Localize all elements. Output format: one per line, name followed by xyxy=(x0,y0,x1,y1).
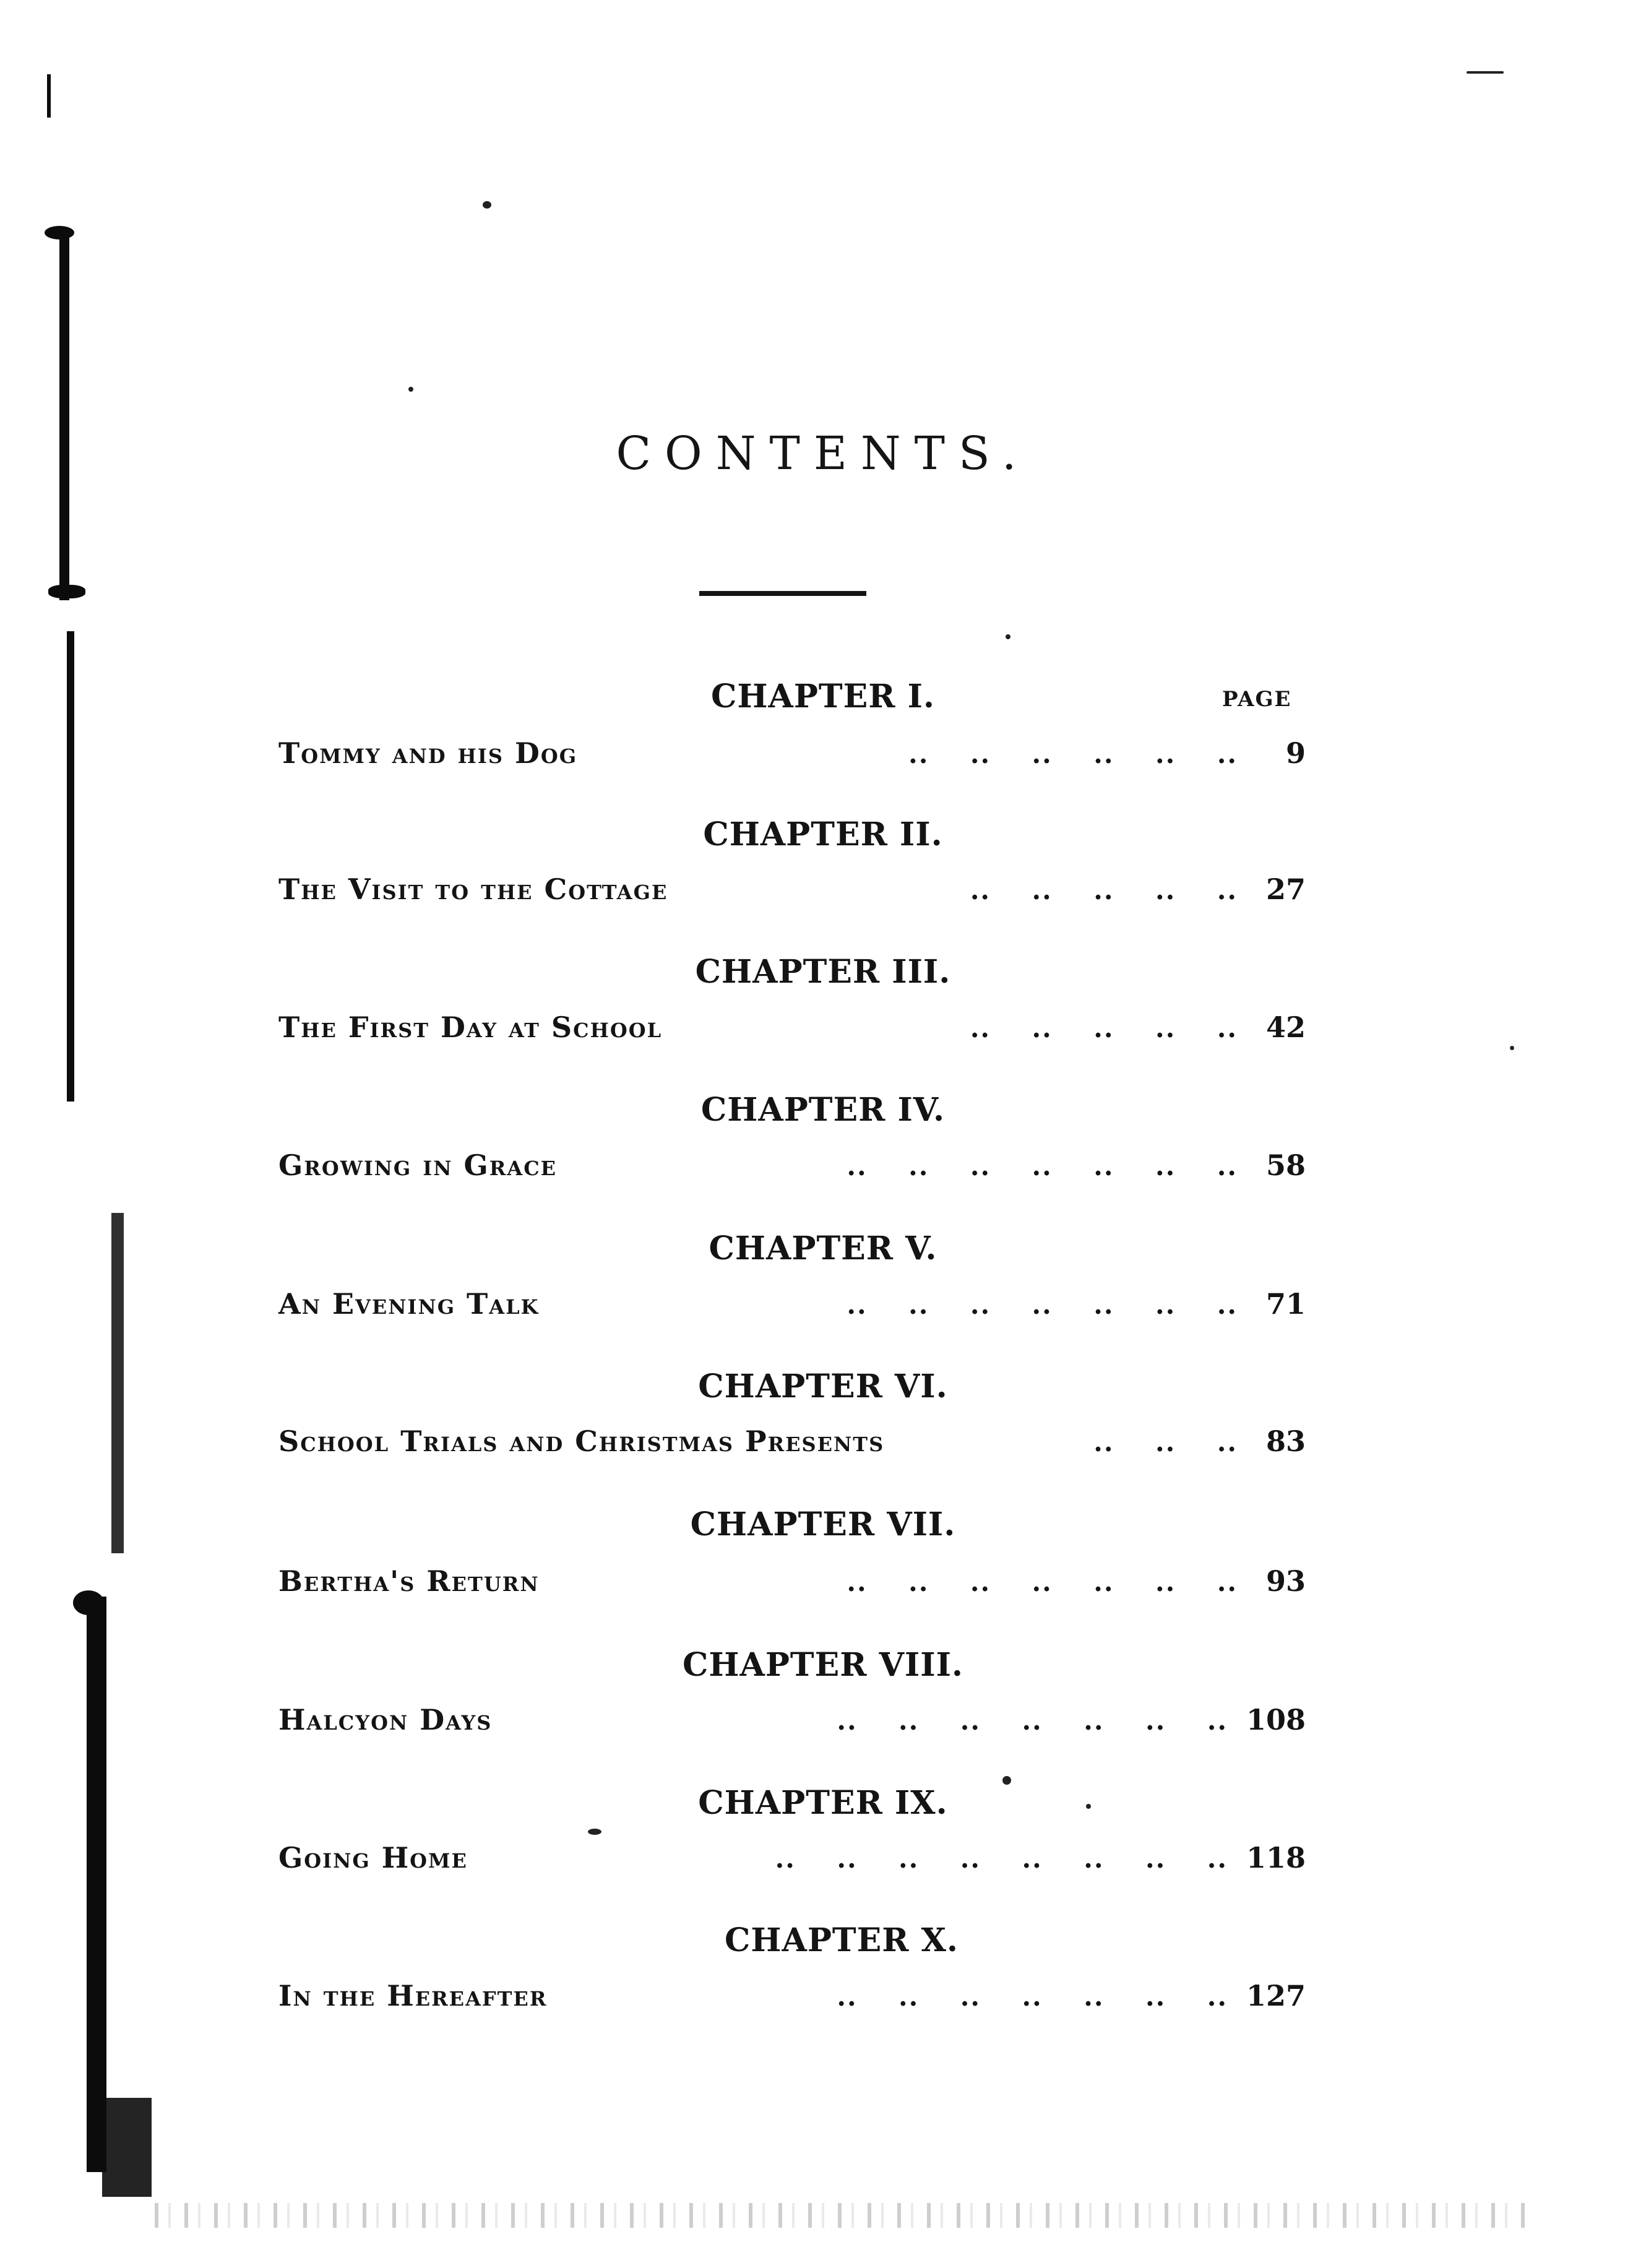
dot-leader: .. .. .. .. .. xyxy=(970,1013,1238,1043)
toc-entry-title: In the Hereafter xyxy=(278,1979,548,2012)
speck xyxy=(1467,71,1504,74)
toc-entry-title: The First Day at School xyxy=(278,1011,663,1044)
toc-entry-page: 127 xyxy=(1246,1979,1306,2012)
binding-mark-base xyxy=(102,2098,152,2197)
dot-leader: .. .. .. .. .. .. .. xyxy=(847,1567,1238,1597)
chapter-heading: CHAPTER II. xyxy=(703,816,943,853)
toc-entry-page: 93 xyxy=(1265,1564,1306,1598)
toc-entry-page: 42 xyxy=(1265,1011,1306,1044)
chapter-heading: CHAPTER X. xyxy=(724,1921,959,1959)
toc-entry-page: 108 xyxy=(1246,1703,1306,1736)
chapter-heading: CHAPTER VIII. xyxy=(682,1646,964,1684)
toc-entry-page: 83 xyxy=(1265,1425,1306,1458)
chapter-heading: CHAPTER I. xyxy=(710,678,936,715)
toc-entry-title: Halcyon Days xyxy=(278,1703,493,1736)
toc-entry-page: 27 xyxy=(1265,873,1306,906)
binding-mark-top xyxy=(59,229,69,600)
toc-entry-title: Growing in Grace xyxy=(278,1149,558,1182)
speck xyxy=(588,1829,601,1835)
page-title: CONTENTS. xyxy=(616,427,1030,480)
toc-entry xyxy=(278,1011,1306,1054)
toc-entry-page: 9 xyxy=(1285,736,1306,770)
toc-entry xyxy=(278,873,1306,916)
toc-entry xyxy=(278,1287,1306,1330)
toc-entry-page: 58 xyxy=(1265,1149,1306,1182)
toc-entry-title: The Visit to the Cottage xyxy=(278,873,668,906)
chapter-heading: CHAPTER III. xyxy=(695,953,951,991)
chapter-heading: CHAPTER V. xyxy=(709,1230,937,1267)
toc-entry xyxy=(278,736,1306,780)
speck xyxy=(1002,1776,1011,1785)
speck xyxy=(408,387,413,392)
binding-mark-top-cap xyxy=(45,226,74,239)
binding-mark-bottom-cap xyxy=(73,1590,104,1615)
dot-leader: .. .. .. .. .. .. .. xyxy=(847,1151,1238,1181)
toc-entry-title: An Evening Talk xyxy=(278,1287,540,1321)
toc-entry-title: Bertha's Return xyxy=(278,1564,540,1598)
toc-entry xyxy=(278,1703,1306,1746)
speck xyxy=(1006,634,1010,639)
toc-entry-page: 71 xyxy=(1265,1287,1306,1321)
chapter-heading: CHAPTER IX. xyxy=(698,1784,948,1822)
toc-entry-title: Tommy and his Dog xyxy=(278,736,578,770)
toc-entry xyxy=(278,1564,1306,1608)
dot-leader: .. .. .. .. .. .. .. xyxy=(847,1290,1238,1320)
dot-leader: .. .. .. .. .. .. .. xyxy=(837,1981,1228,2012)
toc-entry-title: Going Home xyxy=(278,1841,468,1874)
toc-entry-title: School Trials and Christmas Presents xyxy=(278,1425,885,1458)
dot-leader: .. .. .. .. .. xyxy=(970,875,1238,905)
toc-entry xyxy=(278,1841,1306,1884)
toc-entry xyxy=(278,1425,1306,1468)
chapter-heading: CHAPTER VI. xyxy=(698,1368,948,1405)
title-rule xyxy=(699,591,866,596)
toc-entry-page: 118 xyxy=(1246,1841,1306,1874)
page-edge-noise xyxy=(155,2203,1528,2228)
toc-entry xyxy=(278,1979,1306,2022)
speck xyxy=(1510,1046,1514,1050)
dot-leader: .. .. .. .. .. .. xyxy=(908,739,1238,769)
page-column-label: PAGE xyxy=(1222,687,1292,712)
toc-entry xyxy=(278,1149,1306,1192)
dot-leader: .. .. .. .. .. .. .. .. xyxy=(775,1843,1228,1874)
binding-mark-top-foot xyxy=(48,585,85,598)
chapter-heading: CHAPTER VII. xyxy=(690,1506,956,1543)
dot-leader: .. .. .. xyxy=(1093,1427,1238,1457)
left-edge-tick xyxy=(47,74,51,118)
speck xyxy=(483,201,491,209)
dot-leader: .. .. .. .. .. .. .. xyxy=(837,1705,1228,1736)
chapter-heading: CHAPTER IV. xyxy=(700,1091,946,1129)
